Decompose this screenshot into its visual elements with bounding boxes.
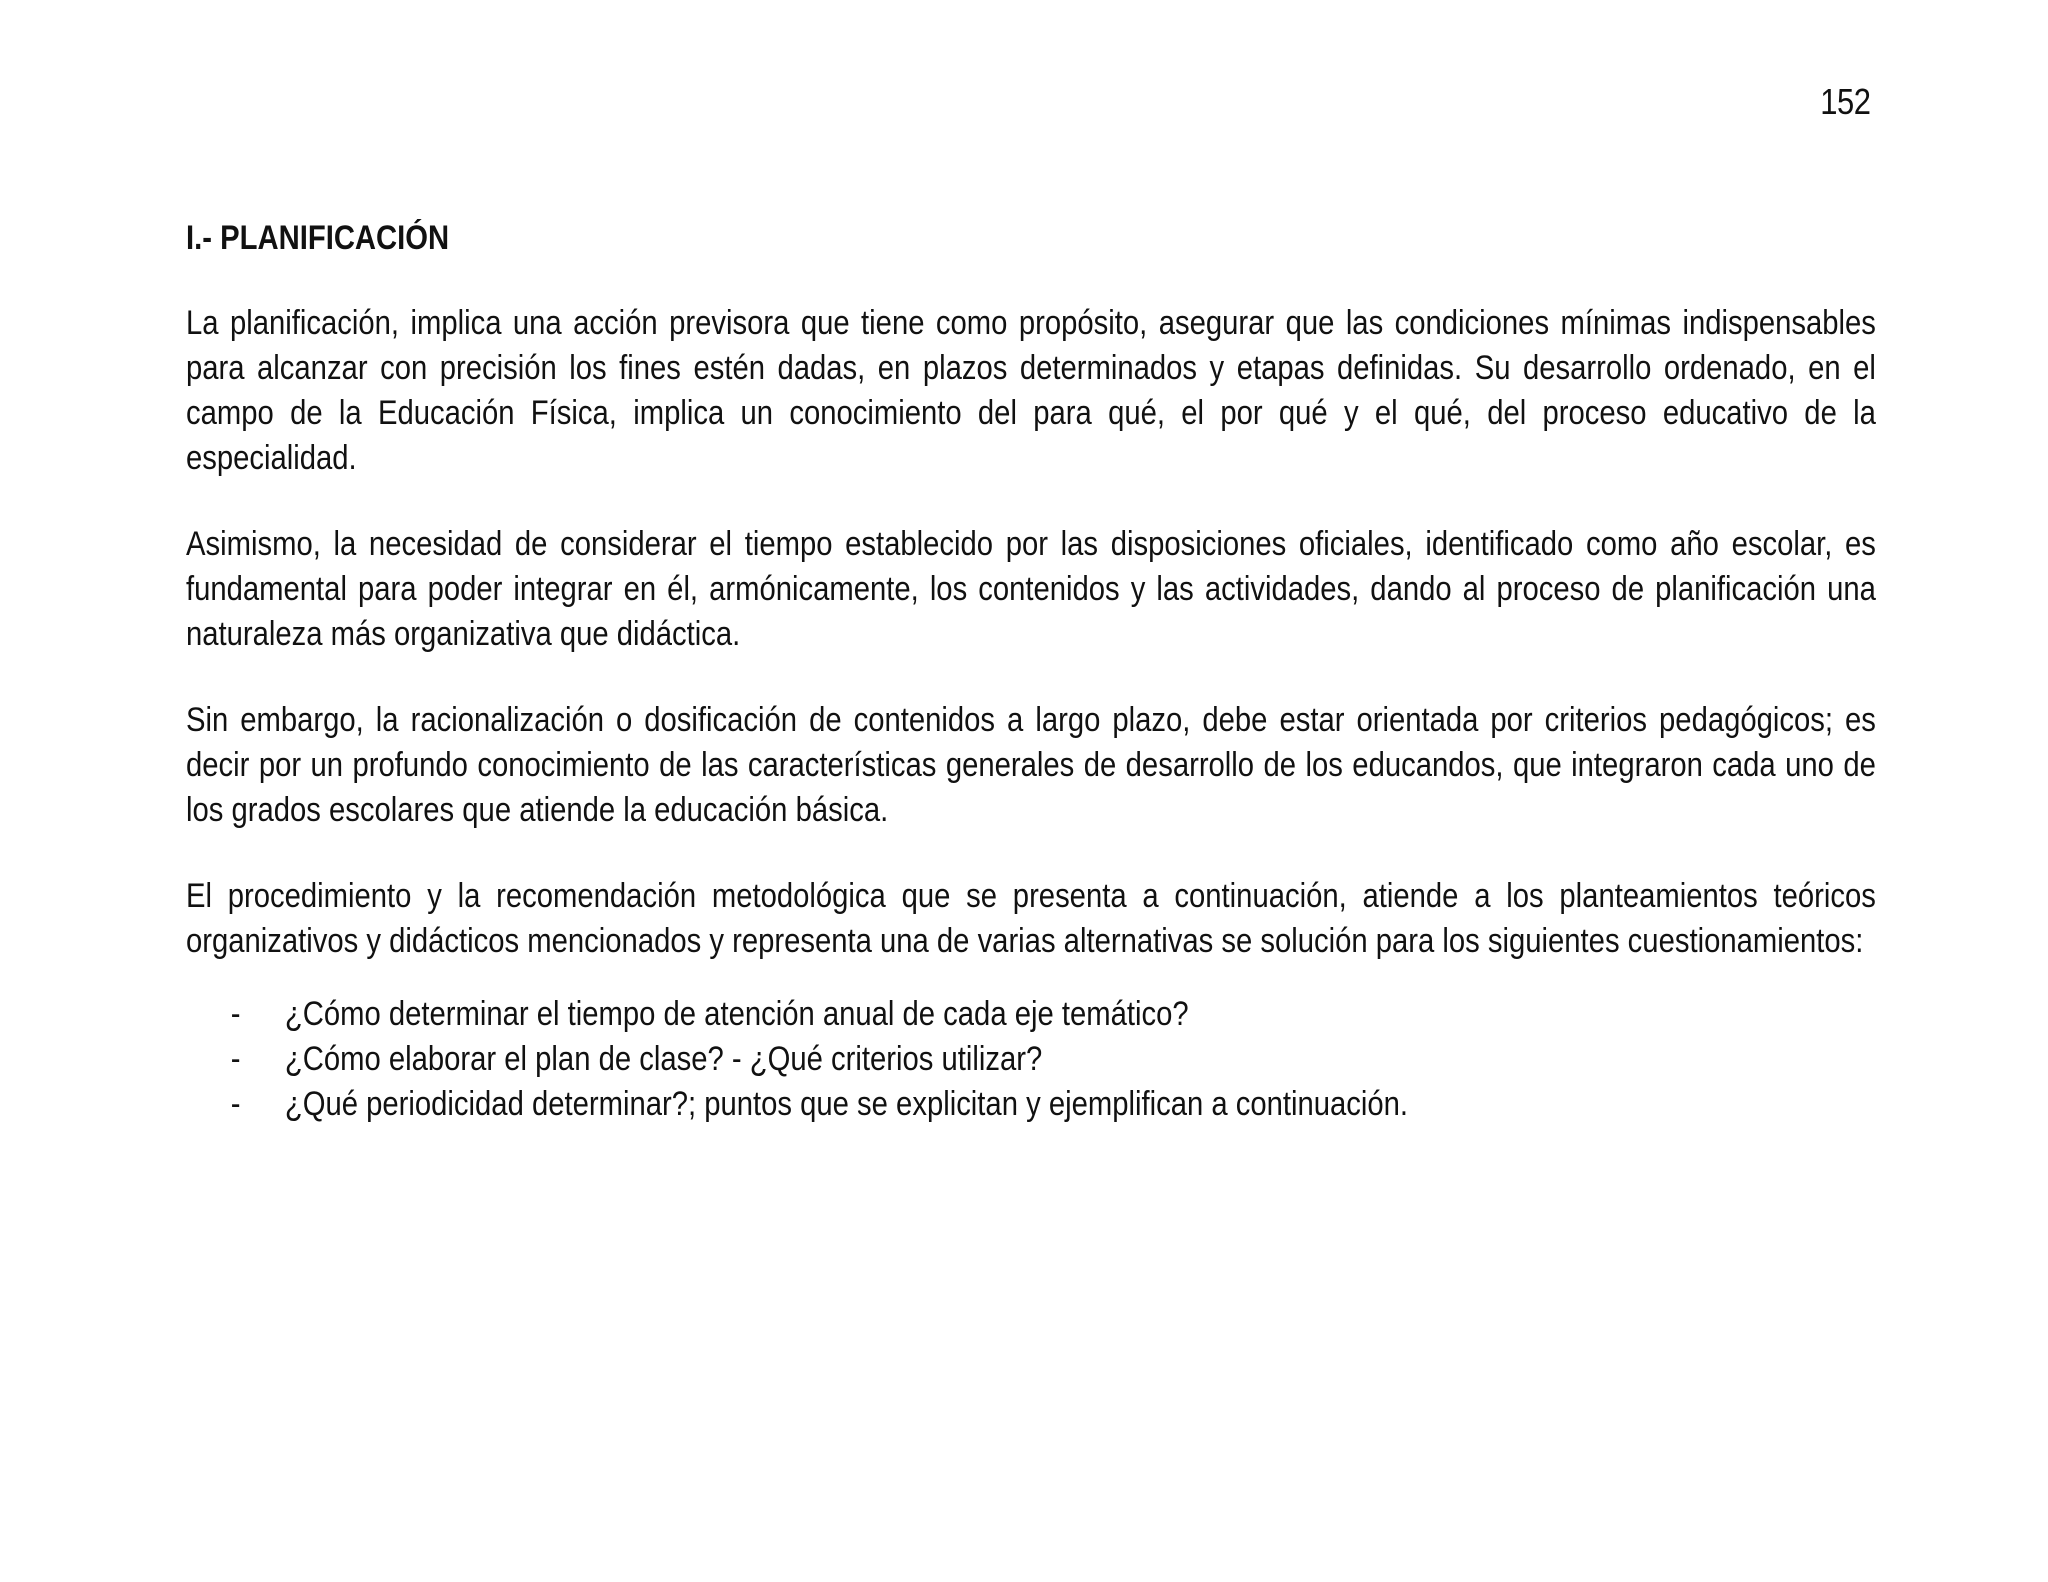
paragraph-asimismo: Asimismo, la necesidad de considerar el tiempo establecido por las disposiciones oficiales, identificado como año escolar, es fundamental para poder integrar en él, armónicamente, los contenidos y las actividades, dando al proceso de planificación una naturaleza más organizativa que didáctica.: [186, 525, 1876, 653]
list-item: [186, 1082, 1876, 1127]
list-bullet: -: [230, 1085, 241, 1123]
list-bullet: -: [230, 995, 241, 1033]
list-item-text: ¿Cómo determinar el tiempo de atención anual de cada eje temático?: [284, 995, 1189, 1033]
question-list: [186, 992, 1876, 1127]
list-item: [186, 1037, 1876, 1082]
paragraph-sin-embargo: Sin embargo, la racionalización o dosificación de contenidos a largo plazo, debe estar orientada por criterios pedagógicos; es decir por un profundo conocimiento de las características generales de desarrollo de los educandos, que integraron cada uno de los grados escolares que atiende la educación básica.: [186, 701, 1876, 829]
list-item: [186, 992, 1876, 1037]
paragraph-procedimiento: El procedimiento y la recomendación metodológica que se presenta a continuación, atiende a los planteamientos teóricos organizativos y didácticos mencionados y representa una de varias alternativas se solución para los siguientes cuestionamientos:: [186, 877, 1876, 960]
list-bullet: -: [230, 1040, 241, 1078]
page-number: 152: [1820, 81, 1871, 122]
paragraph-planificacion: La planificación, implica una acción previsora que tiene como propósito, asegurar que las condiciones mínimas indispensables para alcanzar con precisión los fines estén dadas, en plazos determinados y etapas definidas. Su desarrollo ordenado, en el campo de la Educación Física, implica un conocimiento del para qué, el por qué y el qué, del proceso educativo de la especialidad.: [186, 304, 1876, 477]
page-content: [186, 216, 1876, 1127]
text-body: [186, 216, 1876, 1127]
section-title: I.- PLANIFICACIÓN: [186, 219, 450, 257]
list-item-text: ¿Qué periodicidad determinar?; puntos que se explicitan y ejemplifican a continuación.: [284, 1085, 1409, 1123]
list-item-text: ¿Cómo elaborar el plan de clase? - ¿Qué criterios utilizar?: [284, 1040, 1043, 1078]
